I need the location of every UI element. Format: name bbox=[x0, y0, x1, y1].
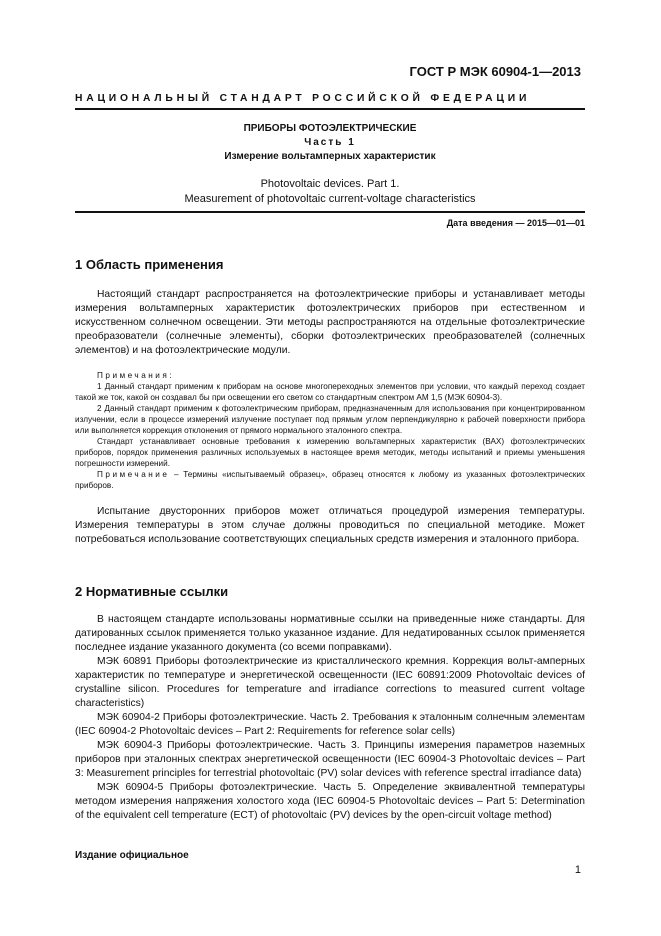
title-block bbox=[75, 122, 585, 207]
title-en bbox=[75, 177, 585, 207]
section-2-paragraph: В настоящем стандарте использованы нормативные ссылки на приведенные ниже стандарты. Для датированных ссылок применяется только указанное издание. Для недатированных ссылок применяется последнее издание указанного документа (со всеми поправками). bbox=[75, 614, 585, 653]
title-en-line1: Photovoltaic devices. Part 1. bbox=[260, 178, 400, 190]
note-1: 1 Данный стандарт применим к приборам на основе многопереходных элементов при условии, что каждый переход создает такой же ток, какой он создавал бы при освещении его светом со стандартным спектром АМ 1,5 (МЭК 60904-3). bbox=[75, 382, 585, 402]
title-en-line2: Measurement of photovoltaic current-voltage characteristics bbox=[184, 193, 476, 205]
reference-1: МЭК 60891 Приборы фотоэлектрические из кристаллического кремния. Коррекция вольт-амперных характеристик по температуре и энергетической освещенности (IEC 60891:2009 Photovoltaic devices of crystalline silicon. Procedures for temperature and irradiance corrections to measured current voltage characteristics) bbox=[75, 656, 585, 709]
reference-3: МЭК 60904-3 Приборы фотоэлектрические. Часть 3. Принципы измерения параметров наземных приборов при эталонных спектрах энергетической освещенности (IEC 60904-3 Photovoltaic devices – Part 3: Measurement principles for terrestrial photovoltaic (PV) solar devices with reference spectral irradiance data) bbox=[75, 740, 585, 779]
section-2 bbox=[75, 584, 585, 823]
notes-label: Примечания: bbox=[97, 371, 175, 380]
national-standard-banner: НАЦИОНАЛЬНЫЙ СТАНДАРТ РОССИЙСКОЙ ФЕДЕРАЦИИ bbox=[75, 93, 531, 104]
section-2-heading: 2 Нормативные ссылки bbox=[75, 584, 229, 599]
title-divider bbox=[75, 211, 585, 213]
note-3: Стандарт устанавливает основные требования к измерению вольтамперных характеристик (ВАХ) фотоэлектрических приборов, порядок применения различных используемых в настоящее время методик, методы испытаний и приемы уменьшения погрешности измерений. bbox=[75, 437, 585, 468]
title-ru-part: Часть 1 bbox=[304, 137, 356, 148]
section-1 bbox=[75, 257, 585, 547]
title-ru-subtitle: Измерение вольтамперных характеристик bbox=[224, 151, 436, 162]
note-2: 2 Данный стандарт применим к фотоэлектрическим приборам, предназначенным для использования при концентрированном излучении, если в процессе измерений излучение поступает под прямым углом перпендикулярно к рабочей поверхности прибора или выполняется коррекция отклонения от прямого нормального эталонного спектра. bbox=[75, 404, 585, 435]
note-4-text: – Термины «испытываемый образец», образец относятся к любому из указанных фотоэлектрических приборов. bbox=[75, 470, 585, 490]
standard-number: ГОСТ Р МЭК 60904-1—2013 bbox=[409, 64, 581, 79]
note-4-label: Примечание bbox=[97, 470, 170, 479]
reference-4: МЭК 60904-5 Приборы фотоэлектрические. Часть 5. Определение эквивалентной температуры методом измерения напряжения холостого хода (IEC 60904-5 Photovoltaic devices – Part 5: Determination of the equivalent cell temperature (ECT) of photovoltaic (PV) devices by the open-circuit voltage method) bbox=[75, 782, 585, 821]
reference-2: МЭК 60904-2 Приборы фотоэлектрические. Часть 2. Требования к эталонным солнечным элементам (IEC 60904-2 Photovoltaic devices – Part 2: Requirements for reference solar cells) bbox=[75, 712, 585, 737]
section-1-heading: 1 Область применения bbox=[75, 257, 224, 272]
section-1-paragraph: Настоящий стандарт распространяется на фотоэлектрические приборы и устанавливает методы измерения вольтамперных характеристик фотоэлектрических приборов при естественном и искусственном солнечном освещении. Эти методы распространяются на отдельные фотоэлектрические преобразователи (солнечные элементы), сборки фотоэлектрических преобразователей (солнечных элементов) и на фотоэлектрические модули. bbox=[75, 289, 585, 356]
intro-date: Дата введения — 2015—01—01 bbox=[446, 218, 585, 228]
edition-label: Издание официальное bbox=[75, 850, 189, 861]
note-4 bbox=[75, 469, 585, 491]
section-1-paragraph-2: Испытание двусторонних приборов может отличаться процедурой измерения температуры. Измерения температуры в этом случае должны проводиться по специальной методике. Может потребоваться использование соответствующих специальных средств измерения и эталонного прибора. bbox=[75, 506, 585, 545]
title-ru-main: ПРИБОРЫ ФОТОЭЛЕКТРИЧЕСКИЕ bbox=[243, 123, 417, 134]
notes-block bbox=[75, 370, 585, 491]
page-number: 1 bbox=[574, 864, 581, 876]
top-divider bbox=[75, 108, 585, 110]
